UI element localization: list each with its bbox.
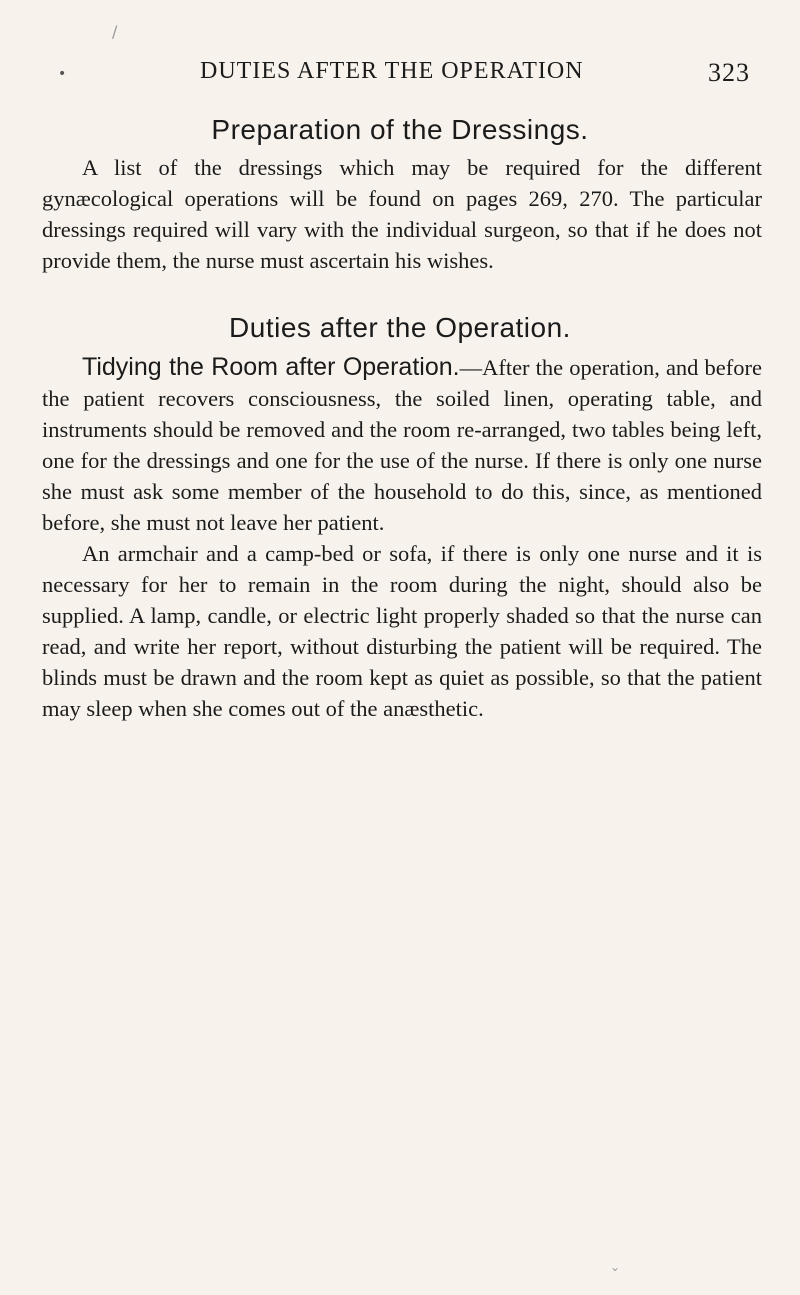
duties-paragraph-1 [42,352,762,538]
pencil-mark: / [112,22,118,41]
dressings-paragraph: A list of the dressings which may be required for the different gynæcological operations will be found on pages 269, 270. The particular dressings required will vary with the individual surgeon, so that if he does not provide them, the nurse must ascertain his wishes. [42,155,762,273]
heading-preparation-of-dressings: Preparation of the Dressings. [211,114,589,145]
running-head-title: DUTIES AFTER THE OPERATION [200,58,584,84]
dressings-body [42,152,762,276]
runin-tidying-the-room: Tidying the Room after Operation. [82,353,460,381]
bullet-mark: • [58,66,67,82]
duties-paragraph-1-text: —After the operation, and before the patient recovers consciousness, the soiled linen, operating table, and instruments should be removed and the room re-arranged, two tables being left, one for the dressings and one for the use of the nurse. If there is only one nurse she must ask some member of the household to do this, since, as mentioned before, she must not leave her patient. [42,355,762,535]
running-head [200,58,750,98]
duties-paragraph-2: An armchair and a camp-bed or sofa, if there is only one nurse and it is necessary for her to remain in the room during the night, should also be supplied. A lamp, candle, or electric light properly shaded so that the nurse can read, and write her report, without disturbing the patient will be required. The blinds must be drawn and the room kept as quiet as possible, so that the patient may sleep when she comes out of the anæsthetic. [42,541,762,721]
heading-duties-after-operation: Duties after the Operation. [229,312,571,343]
scan-smudge: ⌄ [610,1260,621,1274]
page-number: 323 [708,58,750,87]
duties-body [42,352,762,724]
